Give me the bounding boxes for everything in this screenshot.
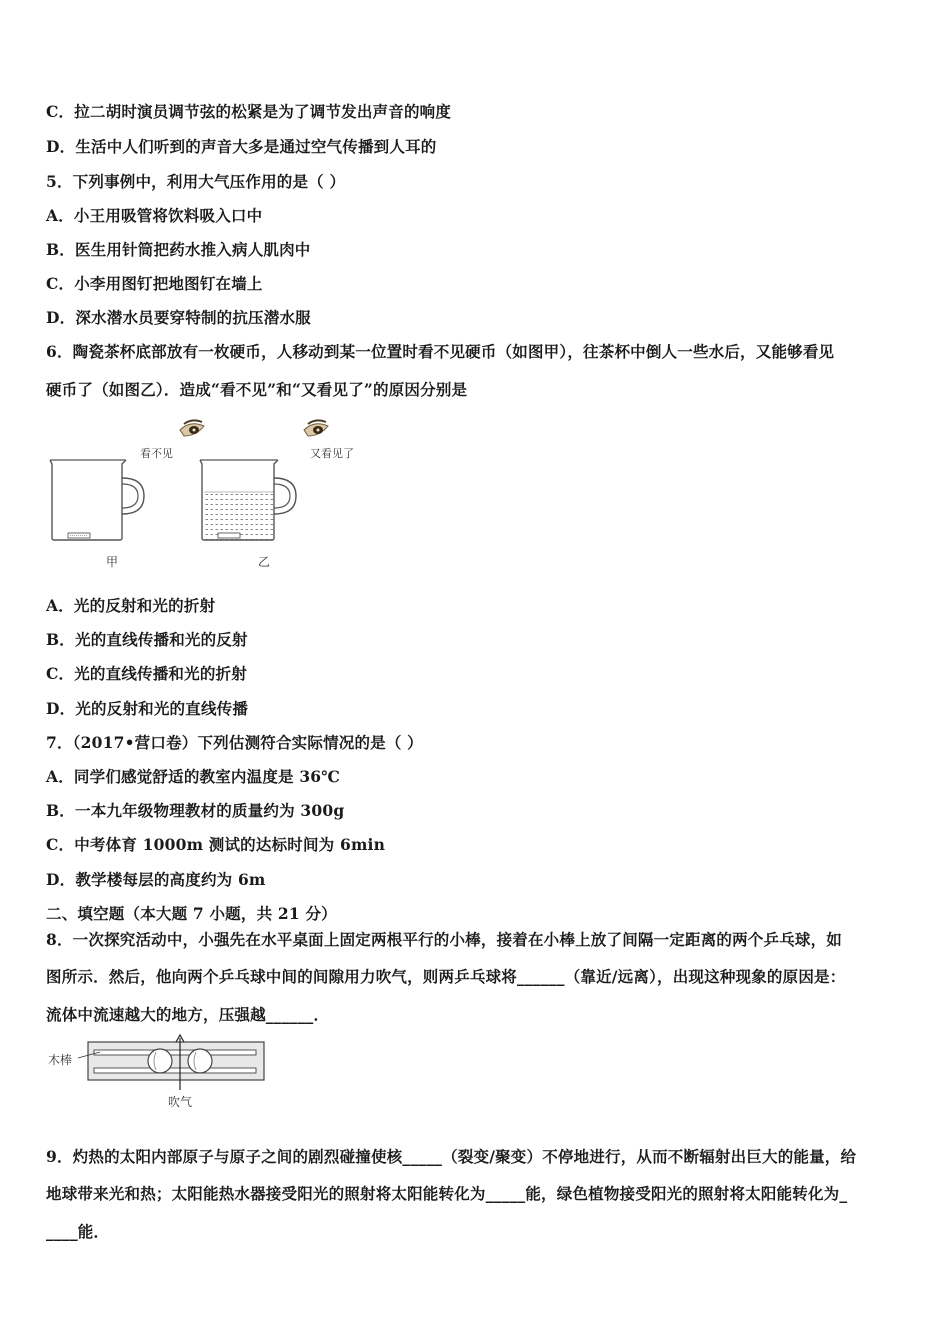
q8-line-3: 流体中流速越大的地方，压强越______． [46, 1005, 330, 1024]
q9-line-2: 地球带来光和热；太阳能热水器接受阳光的照射将太阳能转化为_____能，绿色植物接受阳光的照射将太阳能转化为_ [46, 1184, 848, 1203]
q8-line-1: 8．一次探究活动中，小强先在水平桌面上固定两根平行的小棒，接着在小棒上放了间隔一定距离的两个乒乓球，如 [46, 930, 842, 949]
q5-stem: 5．下列事例中，利用大气压作用的是（ ） [46, 172, 346, 191]
ping-pong-ball-left [148, 1049, 172, 1073]
label-not-seen: 看不见 [140, 447, 173, 460]
section-title-fill-in: 二、填空题（本大题 7 小题，共 21 分） [46, 904, 337, 923]
eye-icon [180, 420, 204, 436]
q6-stem-line-1: 6．陶瓷茶杯底部放有一枚硬币，人移动到某一位置时看不见硬币（如图甲），往茶杯中倒人一些水后，又能够看见 [46, 342, 835, 361]
label-stick: 木棒 [48, 1053, 73, 1067]
label-seen-again: 又看见了 [310, 447, 354, 460]
q5-option-d: D．深水潜水员要穿特制的抗压潜水服 [46, 308, 311, 327]
q6-option-d: D．光的反射和光的直线传播 [46, 699, 249, 718]
q5-option-c: C．小李用图钉把地图钉在墙上 [46, 274, 263, 293]
q6-stem-line-2: 硬币了（如图乙）．造成“看不见”和“又看见了”的原因分别是 [46, 380, 468, 399]
coin-yi [218, 533, 240, 538]
stick-top [94, 1050, 256, 1055]
label-blow: 吹气 [168, 1095, 193, 1109]
q7-option-c: C．中考体育 1000m 测试的达标时间为 6min [46, 835, 386, 854]
q6-option-b: B．光的直线传播和光的反射 [46, 630, 248, 649]
q8-figure-pingpong [44, 1034, 274, 1114]
beaker-yi [200, 460, 296, 540]
q7-option-d: D．教学楼每层的高度约为 6m [46, 870, 266, 889]
stick-bottom [94, 1068, 256, 1073]
ping-pong-ball-right [188, 1049, 212, 1073]
beaker-jia [50, 460, 144, 540]
q4-option-c: C．拉二胡时演员调节弦的松紧是为了调节发出声音的响度 [46, 102, 452, 121]
q5-option-a: A．小王用吸管将饮料吸入口中 [46, 206, 263, 225]
q8-line-2: 图所示．然后，他向两个乒乓球中间的间隙用力吹气，则两乒乓球将______（靠近/远离），出现这种现象的原因是： [46, 967, 846, 986]
q5-option-b: B．医生用针筒把药水推入病人肌肉中 [46, 240, 311, 259]
q7-stem: 7．（2017•营口卷）下列估测符合实际情况的是（ ） [46, 733, 423, 752]
q7-option-b: B．一本九年级物理教材的质量约为 300g [46, 801, 345, 820]
label-yi: 乙 [258, 555, 271, 569]
q4-option-d: D．生活中人们听到的声音大多是通过空气传播到人耳的 [46, 137, 437, 156]
q6-option-c: C．光的直线传播和光的折射 [46, 664, 247, 683]
eye-icon [304, 420, 328, 436]
q9-line-1: 9．灼热的太阳内部原子与原子之间的剧烈碰撞使核_____（裂变/聚变）不停地进行，从而不断辐射出巨大的能量，给 [46, 1147, 857, 1166]
q6-figure-beakers [40, 412, 360, 572]
label-jia: 甲 [106, 555, 119, 569]
q6-option-a: A．光的反射和光的折射 [46, 596, 216, 615]
q9-line-3: ____能． [46, 1222, 110, 1241]
q7-option-a: A．同学们感觉舒适的教室内温度是 36℃ [46, 767, 341, 786]
